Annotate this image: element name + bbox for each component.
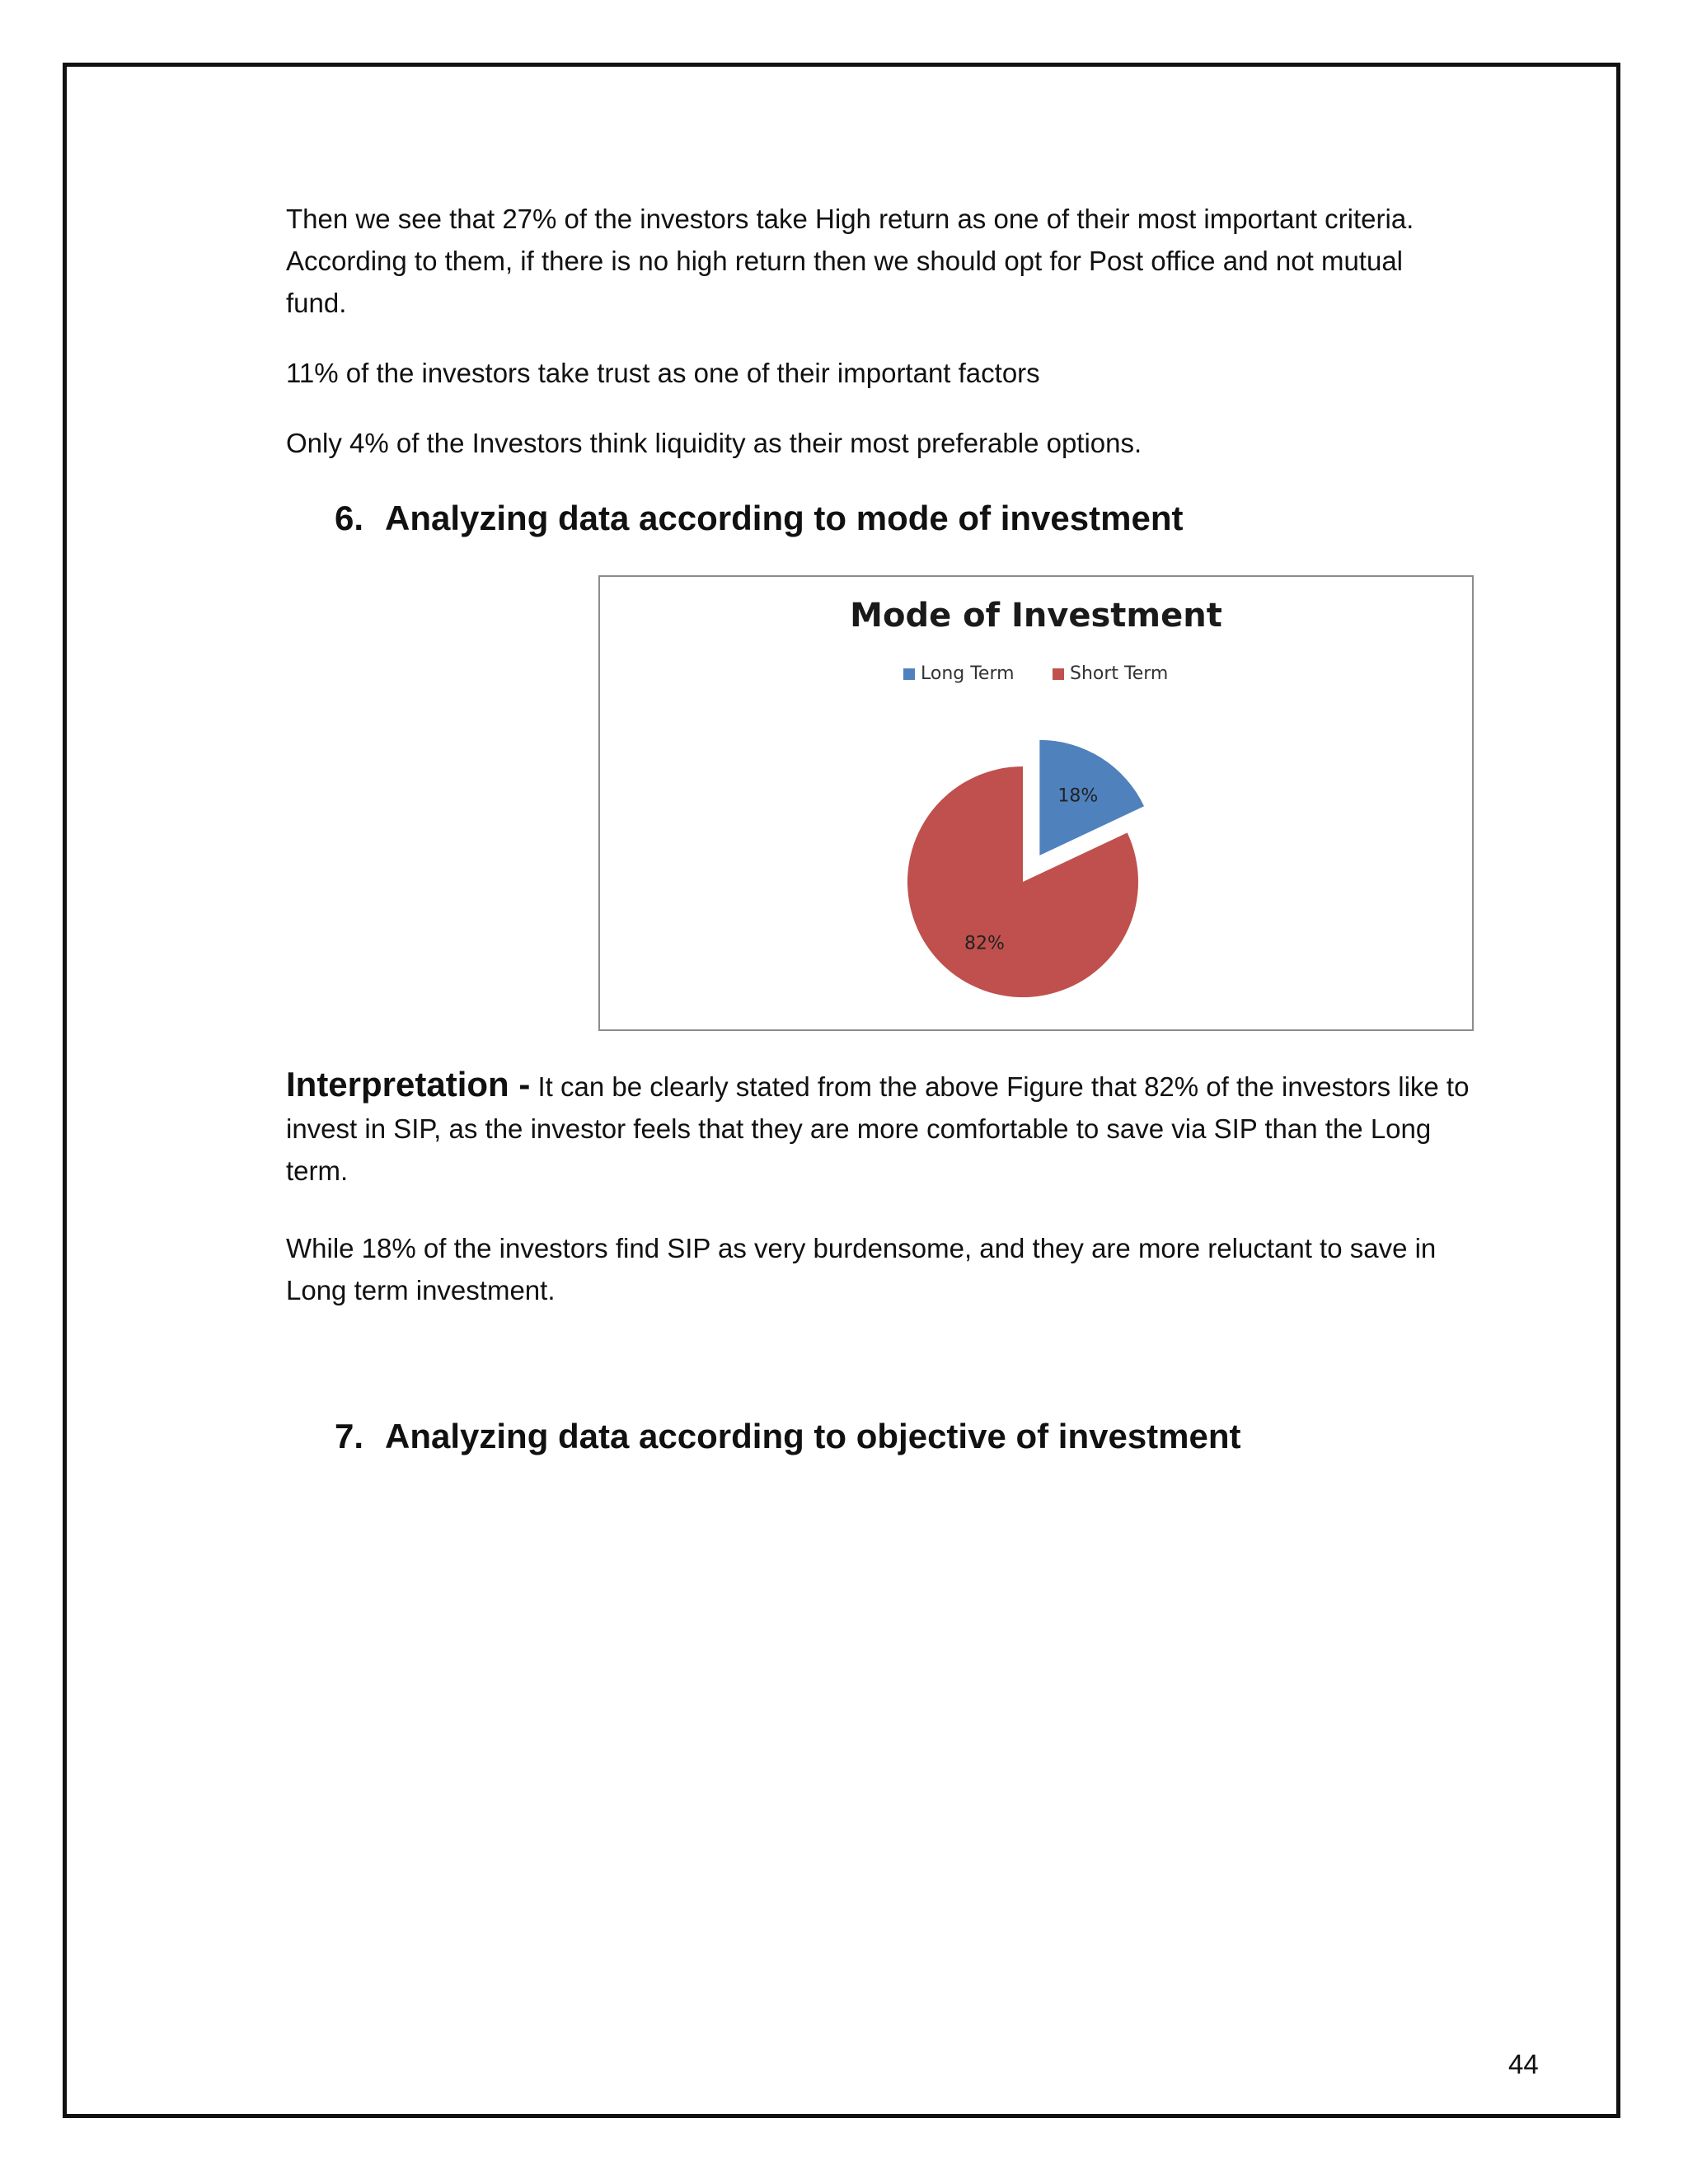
section-6-heading (335, 494, 1183, 543)
section-7-heading (335, 1412, 1241, 1461)
paragraph-high-return (286, 198, 1506, 324)
paragraph-line: Then we see that 27% of the investors take High return as one of their most important criteria. (286, 204, 1414, 234)
data-label-long-term: 18% (1057, 785, 1099, 807)
data-label-short-term: 82% (964, 933, 1005, 954)
legend-label-short-term: Short Term (1070, 663, 1169, 684)
section-7-number: 7. (335, 1417, 364, 1455)
pie-chart-svg (600, 577, 1472, 1029)
paragraph-liquidity: Only 4% of the Investors think liquidity as their most preferable options. (286, 428, 1142, 458)
section-6-title: Analyzing data according to mode of investment (385, 499, 1184, 537)
interpretation-paragraph (286, 1063, 1506, 1192)
chart-title: Mode of Investment (850, 597, 1222, 635)
section-6-number: 6. (335, 499, 364, 537)
legend-label-long-term: Long Term (921, 663, 1015, 684)
page-number: 44 (1508, 2049, 1539, 2079)
interpretation-label: Interpretation - (286, 1065, 531, 1104)
legend-swatch-short-term (1053, 668, 1064, 680)
paragraph-line: Long term investment. (286, 1275, 556, 1305)
paragraph-trust: 11% of the investors take trust as one of their important factors (286, 358, 1040, 388)
paragraph-line: fund. (286, 288, 347, 318)
paragraph-line: term. (286, 1155, 349, 1186)
paragraph-line: According to them, if there is no high return then we should opt for Post office and not mutual (286, 246, 1404, 276)
section-7-title: Analyzing data according to objective of investment (385, 1417, 1241, 1455)
legend-swatch-long-term (903, 668, 915, 680)
paragraph-line: It can be clearly stated from the above Figure that 82% of the investors like to (530, 1071, 1470, 1102)
mode-of-investment-chart (598, 575, 1474, 1031)
paragraph-line: While 18% of the investors find SIP as very burdensome, and they are more reluctant to save in (286, 1233, 1437, 1263)
interpretation-paragraph-2 (286, 1227, 1506, 1311)
paragraph-line: invest in SIP, as the investor feels that they are more comfortable to save via SIP than the Long (286, 1113, 1432, 1144)
